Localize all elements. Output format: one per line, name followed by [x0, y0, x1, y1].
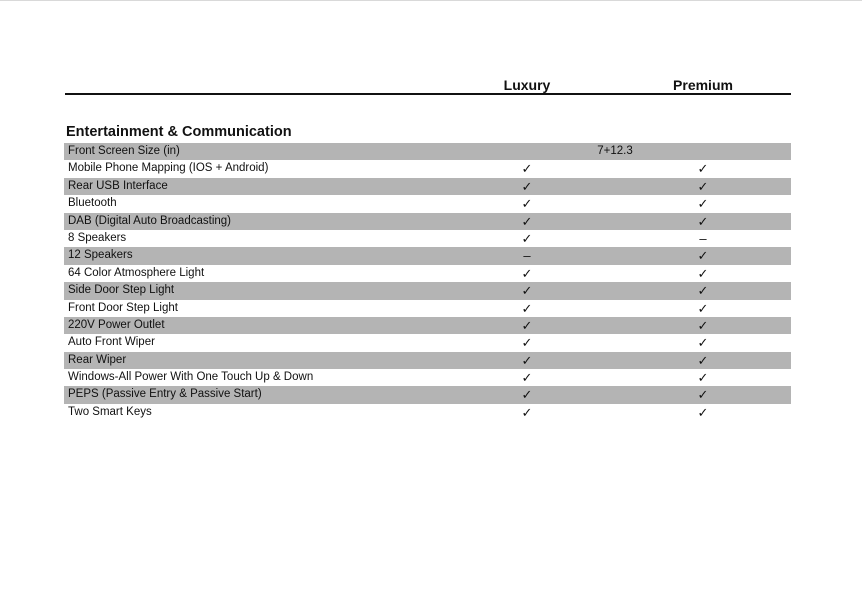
premium-value: ✓ [697, 196, 709, 212]
top-border [0, 0, 862, 1]
luxury-value: – [523, 248, 531, 264]
row-label: Mobile Phone Mapping (IOS + Android) [68, 162, 269, 175]
row-label: 12 Speakers [68, 249, 133, 262]
luxury-value: ✓ [521, 161, 533, 177]
table-row [64, 265, 791, 282]
table-row [64, 352, 791, 369]
table-row [64, 369, 791, 386]
table-row [64, 300, 791, 317]
premium-value: – [699, 230, 707, 246]
premium-value: ✓ [697, 317, 709, 333]
table-row [64, 247, 791, 264]
row-label: DAB (Digital Auto Broadcasting) [68, 214, 231, 227]
table-row [64, 143, 791, 160]
row-label: Windows-All Power With One Touch Up & Down [68, 371, 314, 384]
luxury-value: ✓ [521, 230, 533, 246]
table-row [64, 282, 791, 299]
table-row [64, 195, 791, 212]
luxury-value: ✓ [521, 265, 533, 281]
luxury-value: ✓ [521, 178, 533, 194]
premium-value: ✓ [697, 161, 709, 177]
luxury-value: ✓ [521, 370, 533, 386]
row-label: Auto Front Wiper [68, 336, 155, 349]
table-row [64, 178, 791, 195]
luxury-value: ✓ [521, 283, 533, 299]
premium-value: ✓ [697, 248, 709, 264]
premium-value: ✓ [697, 370, 709, 386]
luxury-value: ✓ [521, 404, 533, 420]
premium-value: ✓ [697, 300, 709, 316]
table-row [64, 160, 791, 177]
premium-value: ✓ [697, 283, 709, 299]
row-label: Rear USB Interface [68, 179, 168, 192]
table-row [64, 386, 791, 403]
table-row [64, 317, 791, 334]
row-label: Side Door Step Light [68, 284, 175, 297]
premium-value: ✓ [697, 265, 709, 281]
spec-table [64, 143, 791, 421]
row-label: 8 Speakers [68, 231, 127, 244]
luxury-value: ✓ [521, 387, 533, 403]
premium-value: ✓ [697, 178, 709, 194]
luxury-value: ✓ [521, 196, 533, 212]
luxury-value: ✓ [521, 300, 533, 316]
premium-value: ✓ [697, 335, 709, 351]
luxury-value: ✓ [521, 335, 533, 351]
table-row [64, 404, 791, 421]
section-title: Entertainment & Communication [66, 124, 292, 140]
column-header-luxury: Luxury [503, 77, 551, 93]
premium-value: ✓ [697, 387, 709, 403]
luxury-value: ✓ [521, 352, 533, 368]
luxury-value: ✓ [521, 213, 533, 229]
header-rule [65, 93, 791, 95]
row-label: Bluetooth [68, 197, 117, 210]
shared-value: 7+12.3 [597, 145, 633, 157]
luxury-value: ✓ [521, 317, 533, 333]
table-row [64, 213, 791, 230]
row-label: Rear Wiper [68, 353, 127, 366]
column-header-premium: Premium [673, 77, 733, 93]
row-label: 64 Color Atmosphere Light [68, 266, 205, 279]
row-label: Front Door Step Light [68, 301, 178, 314]
premium-value: ✓ [697, 213, 709, 229]
premium-value: ✓ [697, 352, 709, 368]
premium-value: ✓ [697, 404, 709, 420]
table-row [64, 334, 791, 351]
row-label: Front Screen Size (in) [68, 145, 180, 157]
table-row [64, 230, 791, 247]
row-label: PEPS (Passive Entry & Passive Start) [68, 388, 262, 401]
row-label: 220V Power Outlet [68, 318, 165, 331]
row-label: Two Smart Keys [68, 405, 152, 418]
